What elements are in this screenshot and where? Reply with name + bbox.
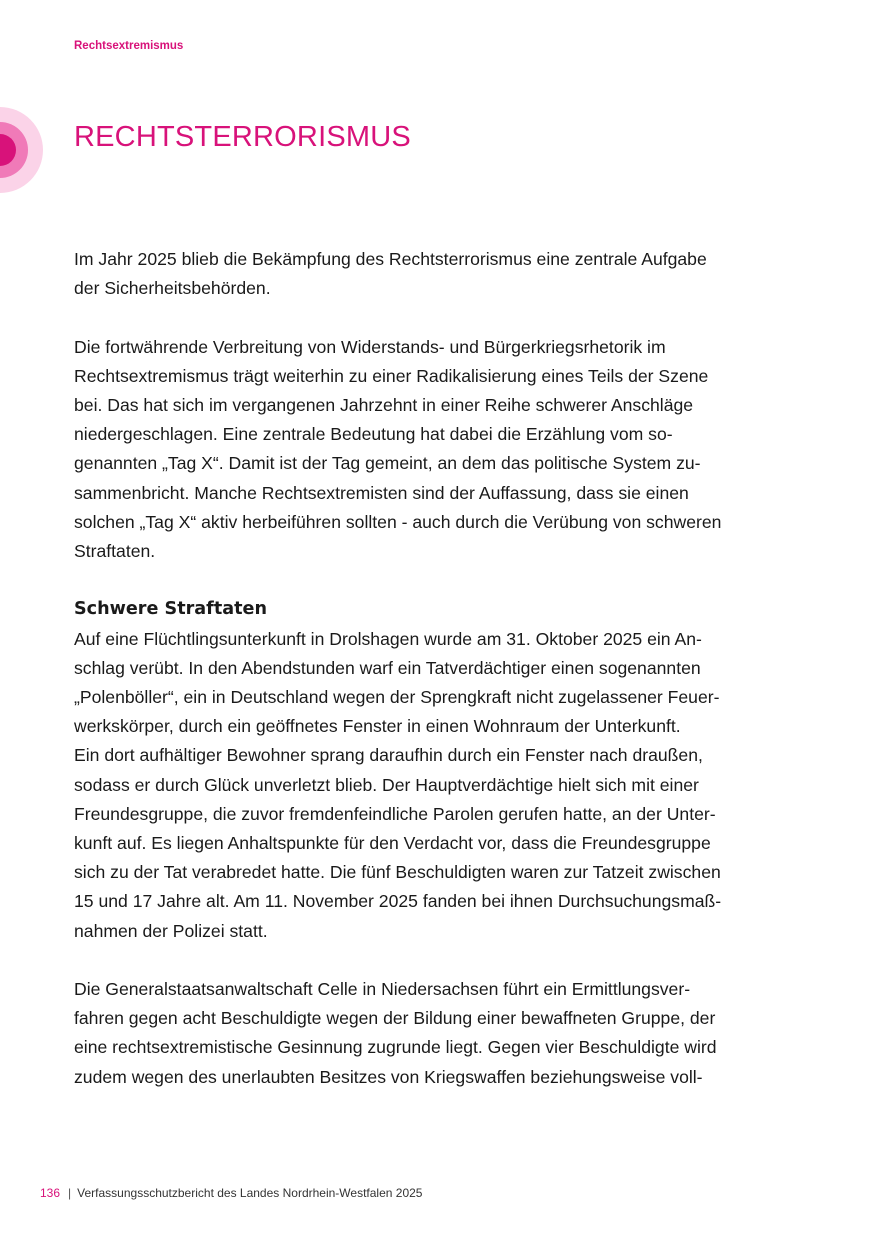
section-label: Rechtsextremismus (74, 40, 184, 52)
text-line: Die Generalstaatsanwaltschaft Celle in Niedersachsen führt ein Ermittlungsver- (74, 979, 691, 1000)
text-line: Freundesgruppe, die zuvor fremdenfeindliche Parolen gerufen hatte, an der Unter- (74, 803, 716, 824)
text-line: Auf eine Flüchtlingsunterkunft in Drolshagen wurde am 31. Oktober 2025 ein An- (74, 628, 702, 649)
page-title: RECHTSTERRORISMUS (74, 121, 411, 153)
text-line: eine rechtsextremistische Gesinnung zugrunde liegt. Gegen vier Beschuldigte wird (74, 1037, 717, 1058)
text-line: „Polenböller“, ein in Deutschland wegen der Sprengkraft nicht zugelassener Feuer- (74, 687, 720, 708)
footer-separator: | (68, 1186, 72, 1200)
text-line: zudem wegen des unerlaubten Besitzes von Kriegswaffen beziehungsweise voll- (74, 1066, 703, 1087)
text-line: solchen „Tag X“ aktiv herbeiführen sollten - auch durch die Verübung von schweren (74, 511, 722, 532)
body-text (74, 245, 804, 1092)
text-line: Die fortwährende Verbreitung von Widerstands- und Bürgerkriegsrhetorik im (74, 336, 666, 357)
text-line: Straftaten. (74, 541, 156, 562)
text-line: Ein dort aufhältiger Bewohner sprang daraufhin durch ein Fenster nach draußen, (74, 745, 703, 766)
text-line: bei. Das hat sich im vergangenen Jahrzehnt in einer Reihe schwerer Anschläge (74, 395, 694, 415)
page-number: 136 (40, 1186, 61, 1200)
text-line: kunft auf. Es liegen Anhaltspunkte für den Verdacht vor, dass die Freundesgruppe (74, 833, 711, 854)
text-line: niedergeschlagen. Eine zentrale Bedeutung hat dabei die Erzählung vom so- (74, 424, 673, 445)
text-line: sodass er durch Glück unverletzt blieb. Der Hauptverdächtige hielt sich mit einer (74, 774, 699, 795)
text-line: sich zu der Tat verabredet hatte. Die fünf Beschuldigten waren zur Tatzeit zwischen (74, 862, 721, 883)
paragraph-rhetoric (74, 333, 804, 567)
publication-title: Verfassungsschutzbericht des Landes Nordrhein-Westfalen 2025 (77, 1186, 423, 1200)
text-line: Rechtsextremismus trägt weiterhin zu einer Radikalisierung eines Teils der Szene (74, 365, 709, 386)
paragraph-celle (74, 975, 804, 1092)
concentric-circles-icon (0, 105, 50, 195)
subheading: Schwere Straftaten (74, 599, 267, 620)
text-line: schlag verübt. In den Abendstunden warf ein Tatverdächtiger einen sogenannten (74, 657, 701, 678)
paragraph-intro (74, 245, 804, 303)
text-line: der Sicherheitsbehörden. (74, 278, 271, 299)
text-line: nahmen der Polizei statt. (74, 920, 268, 941)
text-line: 15 und 17 Jahre alt. Am 11. November 2025 fanden bei ihnen Durchsuchungsmaß- (74, 891, 722, 912)
text-line: Im Jahr 2025 blieb die Bekämpfung des Rechtsterrorismus eine zentrale Aufgabe (74, 249, 707, 269)
paragraph-drolshagen (74, 625, 804, 946)
text-line: fahren gegen acht Beschuldigte wegen der Bildung einer bewaffneten Gruppe, der (74, 1008, 716, 1029)
text-line: werkskörper, durch ein geöffnetes Fenster in einen Wohnraum der Unterkunft. (74, 716, 681, 737)
text-line: sammenbricht. Manche Rechtsextremisten sind der Auffassung, dass sie einen (74, 482, 689, 503)
text-line: genannten „Tag X“. Damit ist der Tag gemeint, an dem das politische System zu- (74, 453, 701, 474)
page-footer (40, 1186, 422, 1200)
